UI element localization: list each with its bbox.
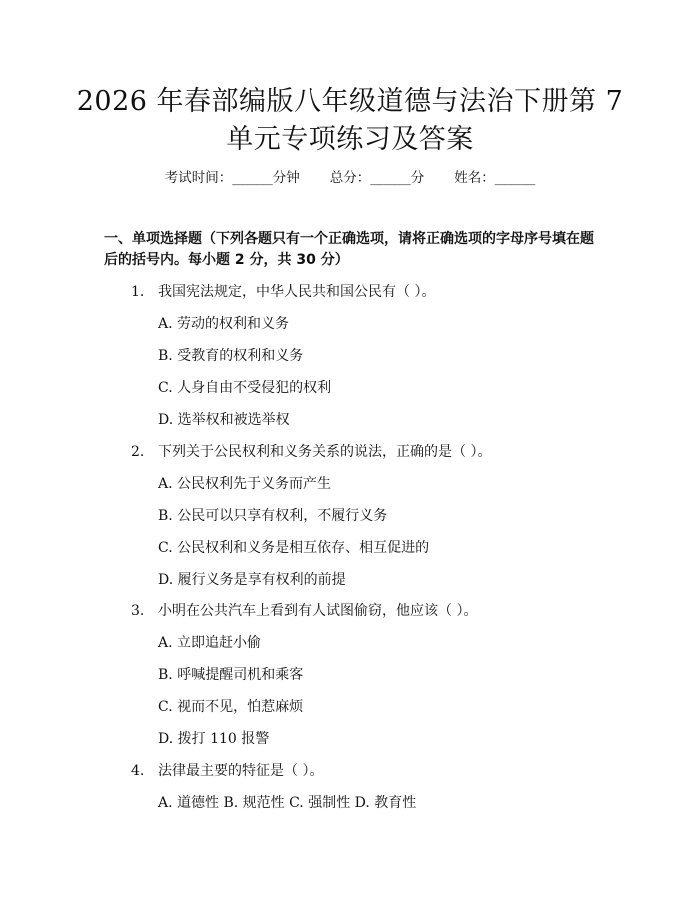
question-2-option-a: A. 公民权利先于义务而产生	[158, 476, 332, 492]
question-4	[131, 761, 323, 781]
question-2-option-d: D. 履行义务是享有权利的前提	[158, 572, 346, 588]
total-score: 总分：______分	[329, 170, 425, 186]
question-3-option-d: D. 拨打 110 报警	[158, 731, 270, 747]
question-1-option-c: C. 人身自由不受侵犯的权利	[158, 380, 332, 396]
question-text: 法律最主要的特征是（ ）。	[158, 763, 324, 779]
question-text: 下列关于公民权利和义务关系的说法，正确的是（ ）。	[158, 444, 492, 460]
question-number: 4.	[131, 763, 145, 779]
question-1-option-d: D. 选举权和被选举权	[158, 412, 290, 428]
question-1-option-b: B. 受教育的权利和义务	[158, 348, 304, 364]
question-3	[131, 601, 477, 621]
student-name: 姓名：______	[454, 170, 536, 186]
question-3-option-b: B. 呼喊提醒司机和乘客	[158, 667, 304, 683]
question-text: 小明在公共汽车上看到有人试图偷窃，他应该（ ）。	[158, 603, 478, 619]
section-heading-line-1: 一、单项选择题（下列各题只有一个正确选项，请将正确选项的字母序号填在题	[104, 231, 594, 247]
question-number: 1.	[131, 284, 145, 300]
exam-meta	[0, 168, 700, 188]
question-1	[131, 282, 435, 302]
question-2-option-b: B. 公民可以只享有权利，不履行义务	[158, 508, 388, 524]
question-3-option-c: C. 视而不见，怕惹麻烦	[158, 699, 304, 715]
question-1-option-a: A. 劳动的权利和义务	[158, 316, 290, 332]
question-text: 我国宪法规定，中华人民共和国公民有（ ）。	[158, 284, 436, 300]
document-title-line-2: 单元专项练习及答案	[226, 124, 474, 155]
question-3-option-a: A. 立即追赶小偷	[158, 635, 262, 651]
section-heading-line-2: 后的括号内。每小题 2 分，共 30 分）	[104, 252, 349, 268]
document-title-line-1: 2026 年春部编版八年级道德与法治下册第 7	[76, 86, 624, 117]
exam-time: 考试时间：______分钟	[164, 170, 300, 186]
question-4-options: A. 道德性 B. 规范性 C. 强制性 D. 教育性	[158, 795, 417, 811]
question-2-option-c: C. 公民权利和义务是相互依存、相互促进的	[158, 540, 430, 556]
question-number: 2.	[131, 444, 145, 460]
question-number: 3.	[131, 603, 145, 619]
question-2	[131, 442, 491, 462]
